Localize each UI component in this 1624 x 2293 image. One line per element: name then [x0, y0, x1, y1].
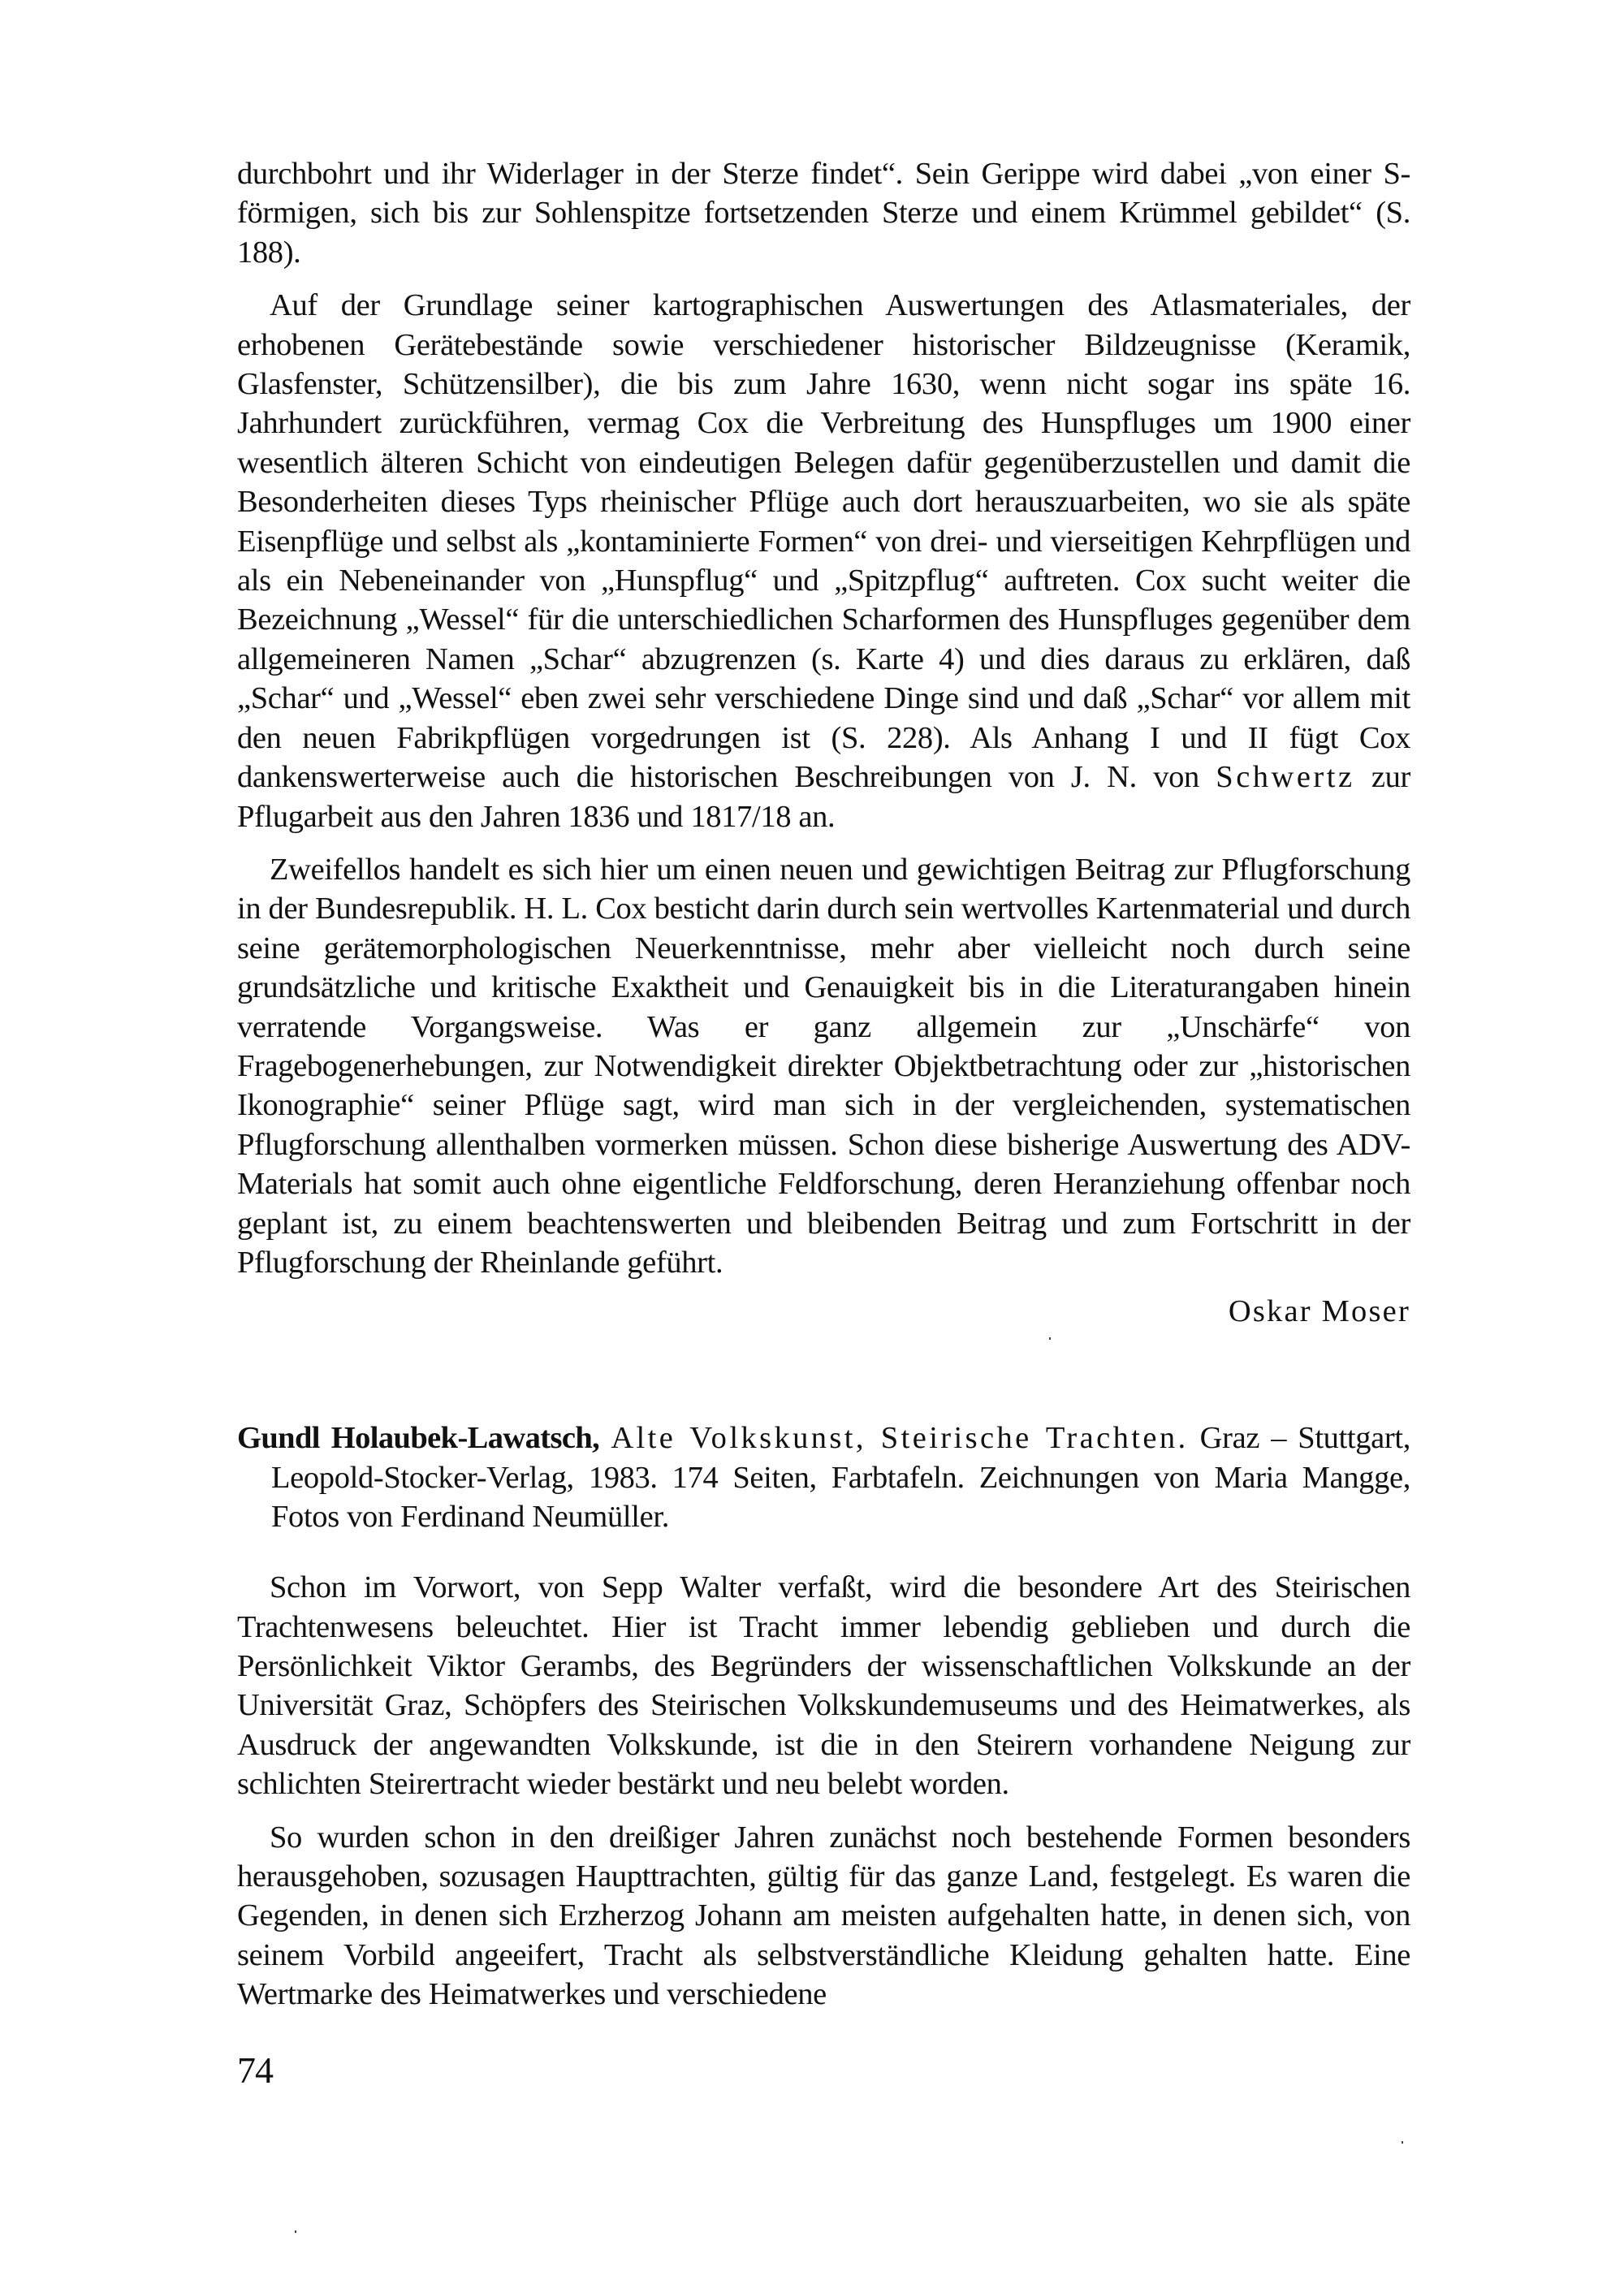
paragraph-tail: zur Pflugarbeit aus den Jahren 1836 und 1817/18 an.: [237, 760, 1410, 834]
book-author: Gundl Holaubek-Lawatsch,: [237, 1421, 600, 1456]
scan-speck: [1049, 1337, 1051, 1340]
body-paragraph: Zweifellos handelt es sich hier um einen neuen und gewichtigen Beitrag zur Pflugforschung in der Bundesrepublik. H. L. Cox besticht darin durch sein wertvolles Kartenmaterial und durch seine gerätemorphologischen Neuerkenntnisse, mehr aber vielleicht noch durch seine grundsätzliche und kritische Exaktheit und Genauigkeit bis in die Literaturangaben hinein verratende Vorgangsweise. Was er ganz allgemein zur „Unschärfe“ von Fragebogenerhebungen, zur Notwendigkeit direkter Objektbetrachtung oder zur „historischen Ikonographie“ seiner Pflüge sagt, wird man sich in der vergleichenden, systematischen Pflugforschung allenthalben vormerken müssen. Schon diese bisherige Auswertung des ADV-Materials hat somit auch ohne eigentliche Feldforschung, deren Heranziehung offenbar noch geplant ist, zu einem beachtenswerten und bleibenden Beitrag und zum Fortschritt in der Pflugforschung der Rheinlande geführt.: [237, 852, 1410, 1280]
body-paragraph: Schon im Vorwort, von Sepp Walter verfaßt, wird die besondere Art des Steirischen Trachtenwesens beleuchtet. Hier ist Tracht immer lebendig geblieben und durch die Persönlichkeit Viktor Gerambs, des Begründers der wissenschaftlichen Volkskunde an der Universität Graz, Schöpfers des Steirischen Volkskundemuseums und des Heimatwerkes, als Ausdruck der angewandten Volkskunde, ist die in den Steirern vorhandene Neigung zur schlichten Steirertracht wieder bestärkt und neu belebt worden.: [237, 1570, 1410, 1802]
review-steirische-trachten: [237, 1419, 1410, 2014]
review-oskar-moser: [237, 154, 1410, 1331]
body-paragraph: [237, 286, 1410, 836]
reviewer-signature: Oskar Moser: [1228, 1294, 1410, 1329]
paragraph-text: Auf der Grundlage seiner kartographischen Auswertungen des Atlasmateriales, der erhobenen Gerätebestände sowie verschiedener historischer Bildzeugnisse (Keramik, Glasfenster, Schützensilber), die bis zum Jahre 1630, wenn nicht sogar ins späte 16. Jahrhundert zurückführen, vermag Cox die Verbreitung des Hunspfluges um 1900 einer wesentlich älteren Schicht von eindeutigen Belegen dafür gegenüberzustellen und damit die Besonderheiten dieses Typs rheinischer Pflüge auch dort herauszuarbeiten, wo sie als späte Eisenpflüge und selbst als „kontaminierte Formen“ von drei- und vierseitigen Kehrpflügen und als ein Nebeneinander von „Hunspflug“ und „Spitzpflug“ auftreten. Cox sucht weiter die Bezeichnung „Wessel“ für die unterschiedlichen Scharformen des Hunspfluges gegenüber dem allgemeineren Namen „Schar“ abzugrenzen (s. Karte 4) und dies daraus zu erklären, daß „Schar“ und „Wessel“ eben zwei sehr verschiedene Dinge sind und daß „Schar“ vor allem mit den neuen Fabrikpflügen vorgedrungen ist (S. 228). Als Anhang I und II fügt Cox dankenswerterweise auch die historischen Beschreibungen von J. N. von: [237, 288, 1410, 795]
scan-speck: [1402, 2141, 1403, 2144]
page-number: 74: [237, 2049, 273, 2091]
publication-details: Graz – Stuttgart, Leopold-Stocker-Verlag, 1983. 174 Seiten, Farbtafeln. Zeichnungen von Maria Mangge, Fotos von Ferdinand Neumüller.: [271, 1421, 1410, 1535]
bibliographic-entry: [237, 1419, 1410, 1536]
scan-speck: [295, 2230, 296, 2233]
body-paragraph: durchbohrt und ihr Widerlager in der Sterze findet“. Sein Gerippe wird dabei „von einer S-förmigen, sich bis zur Sohlenspitze fortsetzenden Sterze und einem Krümmel gebildet“ (S. 188).: [237, 157, 1410, 270]
document-page: [237, 154, 1410, 2014]
body-paragraph: So wurden schon in den dreißiger Jahren zunächst noch bestehende Formen besonders herausgehoben, sozusagen Haupttrachten, gültig für das ganze Land, festgelegt. Es waren die Gegenden, in denen sich Erzherzog Johann am meisten aufgehalten hatte, in denen sich, von seinem Vorbild angeeifert, Tracht als selbstverständliche Kleidung gehalten hatte. Eine Wertmarke des Heimatwerkes und verschiedene: [237, 1820, 1410, 2012]
spaced-author-name: Schwertz: [1216, 760, 1355, 795]
review-body: [237, 1568, 1410, 2014]
book-title: Alte Volkskunst, Steirische Trachten.: [611, 1421, 1189, 1456]
